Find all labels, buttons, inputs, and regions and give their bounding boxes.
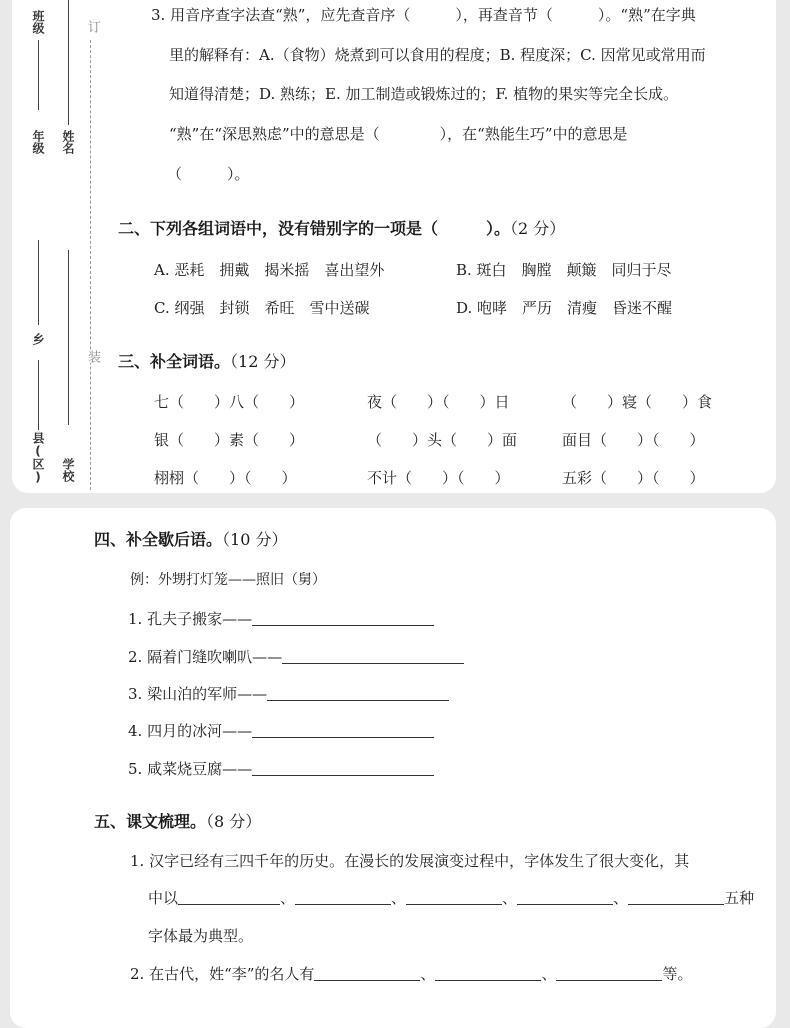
font-blank-3[interactable] xyxy=(406,888,502,905)
s5-q1-line-3: 字体最为典型。 xyxy=(148,927,254,945)
q3-line-4: “熟”在“深思熟虑”中的意思是（ ），在“熟能生巧”中的意思是 xyxy=(169,125,628,143)
township-label: 乡 xyxy=(31,333,45,345)
q3-line-2: 里的解释有：A.（食物）烧煮到可以食用的程度；B. 程度深；C. 因常见或常用而 xyxy=(169,46,706,64)
option-c: C. 纲强 封锁 希旺 雪中送碳 xyxy=(154,299,370,317)
option-d: D. 咆哮 严历 清瘦 昏迷不醒 xyxy=(456,299,673,317)
xiehouyu-4 xyxy=(128,721,434,741)
s5-q1-suffix: 五种 xyxy=(724,889,755,907)
idiom-r3-c2: 不计（ ）（ ） xyxy=(367,469,510,487)
class-blank-line xyxy=(38,40,39,110)
section-4-heading xyxy=(94,529,287,551)
font-blank-5[interactable] xyxy=(628,888,724,905)
example-line: 例：外甥打灯笼——照旧（舅） xyxy=(130,572,326,588)
s5-q2-line xyxy=(130,964,692,984)
binding-char-ding: 订 xyxy=(85,20,100,33)
li-name-blank-1[interactable] xyxy=(314,964,420,981)
font-blank-2[interactable] xyxy=(295,888,391,905)
county-blank-line xyxy=(38,360,39,430)
option-b: B. 斑白 胸膛 颠簸 同归于尽 xyxy=(456,261,672,279)
section-3-title: 三、补全词语。 xyxy=(118,352,231,371)
idiom-r1-c2: 夜（ ）（ ）日 xyxy=(367,393,510,411)
q3-line-1: 3. 用音序查字法查“熟”，应先查音序（ ），再查音节（ ）。“熟”在字典 xyxy=(151,6,696,24)
worksheet-card-bottom xyxy=(10,508,776,1028)
idiom-r3-c3: 五彩（ ）（ ） xyxy=(562,469,705,487)
s5-q1-line-2 xyxy=(148,888,754,908)
s5-q1-line-1: 1. 汉字已经有三四千年的历史。在漫长的发展演变过程中，字体发生了很大变化，其 xyxy=(130,852,690,870)
section-3-points: （12 分） xyxy=(230,352,296,371)
section-5-points: （8 分） xyxy=(206,812,262,831)
xiehouyu-4-blank[interactable] xyxy=(252,721,434,738)
xiehouyu-2-text: 2. 隔着门缝吹喇叭—— xyxy=(128,648,283,666)
xiehouyu-3-blank[interactable] xyxy=(267,684,449,701)
sep-5: 、 xyxy=(420,965,436,983)
idiom-r2-c2: （ ）头（ ）面 xyxy=(367,431,518,449)
sep-1: 、 xyxy=(280,889,296,907)
xiehouyu-4-text: 4. 四月的冰河—— xyxy=(128,722,253,740)
idiom-r2-c3: 面目（ ）（ ） xyxy=(562,431,705,449)
worksheet-card-top xyxy=(12,0,776,493)
xiehouyu-5-text: 5. 咸菜烧豆腐—— xyxy=(128,760,253,778)
s5-q2-prefix: 2. 在古代，姓“李”的名人有 xyxy=(130,965,315,983)
xiehouyu-3-text: 3. 梁山泊的军师—— xyxy=(128,685,268,703)
sep-6: 、 xyxy=(541,965,557,983)
font-blank-1[interactable] xyxy=(178,888,280,905)
class-label: 班级 xyxy=(31,10,45,34)
xiehouyu-1 xyxy=(128,609,434,629)
section-2-points: （2 分） xyxy=(510,219,566,238)
name-label: 姓名 xyxy=(61,130,75,154)
q3-line-3: 知道得清楚；D. 熟练；E. 加工制造或锻炼过的；F. 植物的果实等完全长成。 xyxy=(169,85,679,103)
section-5-heading xyxy=(94,811,261,833)
xiehouyu-3 xyxy=(128,684,449,704)
section-2-title: 二、下列各组词语中，没有错别字的一项是（ ）。 xyxy=(118,219,511,238)
sep-4: 、 xyxy=(613,889,629,907)
xiehouyu-2-blank[interactable] xyxy=(282,647,464,664)
sep-2: 、 xyxy=(391,889,407,907)
s5-q2-suffix: 等。 xyxy=(662,965,693,983)
xiehouyu-1-blank[interactable] xyxy=(252,609,434,626)
section-5-title: 五、课文梳理。 xyxy=(94,812,207,831)
name-blank-line xyxy=(68,0,69,125)
section-3-heading xyxy=(118,351,295,373)
binding-dashed-line xyxy=(90,40,91,490)
binding-char-zhuang: 装 xyxy=(85,350,100,363)
s5-q1-prefix: 中以 xyxy=(148,889,179,907)
school-label: 学校 xyxy=(61,458,75,482)
idiom-r1-c1: 七（ ）八（ ） xyxy=(154,393,305,411)
font-blank-4[interactable] xyxy=(517,888,613,905)
xiehouyu-2 xyxy=(128,647,464,667)
school-blank-line xyxy=(68,250,69,425)
q3-line-5: （ ）。 xyxy=(167,165,250,183)
section-4-points: （10 分） xyxy=(222,530,288,549)
li-name-blank-2[interactable] xyxy=(435,964,541,981)
idiom-r2-c1: 银（ ）素（ ） xyxy=(154,431,305,449)
grade-label: 年级 xyxy=(31,130,45,154)
xiehouyu-5 xyxy=(128,759,434,779)
section-4-title: 四、补全歇后语。 xyxy=(94,530,223,549)
idiom-r3-c1: 栩栩（ ）（ ） xyxy=(154,469,297,487)
idiom-r1-c3: （ ）寝（ ）食 xyxy=(562,393,713,411)
county-label: 县(区) xyxy=(31,432,45,484)
li-name-blank-3[interactable] xyxy=(556,964,662,981)
township-blank-line xyxy=(38,240,39,325)
xiehouyu-5-blank[interactable] xyxy=(252,759,434,776)
sep-3: 、 xyxy=(502,889,518,907)
xiehouyu-1-text: 1. 孔夫子搬家—— xyxy=(128,610,253,628)
section-2-heading xyxy=(118,218,565,240)
option-a: A. 恶耗 拥戴 揭米摇 喜出望外 xyxy=(154,261,385,279)
